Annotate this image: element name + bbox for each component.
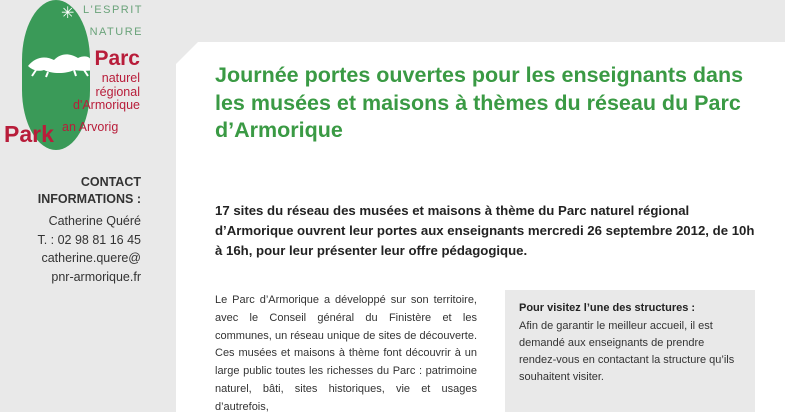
contact-name: Catherine Quéré [48,213,141,228]
contact-phone: T. : 02 98 81 16 45 [37,232,141,247]
contact-email-line1[interactable]: catherine.quere@ [41,251,141,266]
info-box-title: Pour visitez l’une des structures : [519,302,696,314]
logo-tagline-1: L'ESPRIT [83,4,143,16]
info-box-text: Afin de garantir le meilleur accueil, il est demandé aux enseignants de prendre rendez-vous en contactant la structure qu’ils souhaitent visiter. [519,320,735,384]
star-icon: ✳ [61,5,75,22]
contact-title [0,174,141,208]
logo-line-regional: régional [95,84,140,99]
page-title: Journée portes ouvertes pour les enseignants dans les musées et maisons à thèmes du réseau du Parc d’Armorique [215,63,744,143]
logo-parc-subtitle [73,72,140,113]
logo-park-subtitle: an Arvorig [62,120,119,134]
article-lede: 17 sites du réseau des musées et maisons à thème du Parc naturel régional d’Armorique ouvrent leur portes aux enseignants mercredi 26 septembre 2012, de 10h à 16h, pour leur présenter leur offre pédagogique. [215,203,755,258]
logo-line-armorique: d'Armorique [73,98,140,112]
contact-email[interactable] [0,249,141,287]
logo-tagline-2: NATURE [89,26,143,38]
info-box [505,290,755,412]
contact-title-line1: CONTACT [80,175,141,189]
logo-park: Park [4,121,54,147]
logo-line-naturel: naturel [101,71,140,85]
contact-title-line2: INFORMATIONS : [37,191,141,206]
top-band [176,0,785,42]
article-body: Le Parc d’Armorique a développé sur son territoire, avec le Conseil général du Finistère et les communes, un réseau unique de sites de découverte. Ces musées et maisons à thème font découvrir à un large public toutes les richesses du Parc : patrimoine naturel, bâti, sites historiques, vie et usages d’autrefois, [215,294,477,412]
contact-email-line2[interactable]: pnr-armorique.fr [51,270,141,284]
logo-parc: Parc [94,47,140,70]
contact-block [0,174,141,287]
